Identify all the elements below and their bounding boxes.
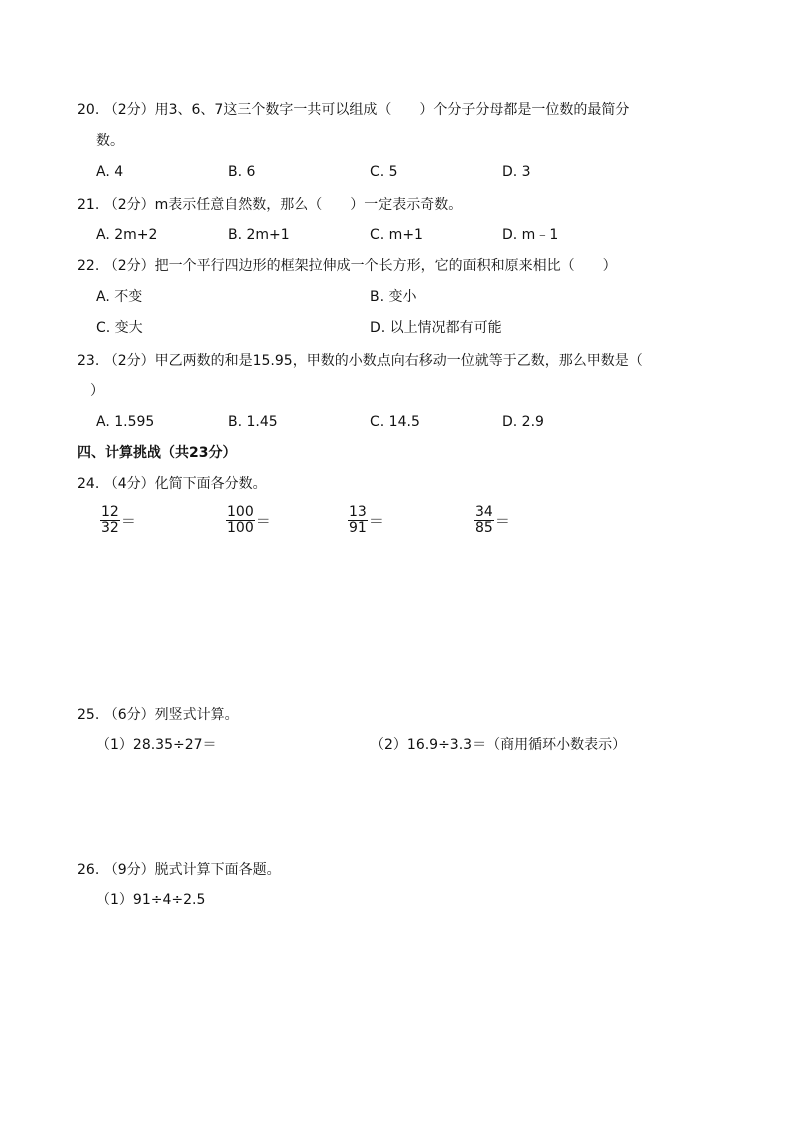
question-23-option-d: D. 2.9 bbox=[502, 414, 544, 430]
fraction-3-equals: ＝ bbox=[368, 512, 384, 530]
question-25-item-2: （2）16.9÷3.3＝（商用循环小数表示） bbox=[370, 737, 627, 753]
question-21-option-c: C. m+1 bbox=[370, 227, 423, 243]
question-23-option-b: B. 1.45 bbox=[228, 414, 278, 430]
question-21-option-a: A. 2m+2 bbox=[96, 227, 158, 243]
question-20-option-d: D. 3 bbox=[502, 164, 531, 180]
question-22-option-b: B. 变小 bbox=[370, 289, 417, 305]
fraction-1-numerator: 12 bbox=[101, 504, 119, 520]
fraction-2-numerator: 100 bbox=[227, 504, 254, 520]
question-22-option-c: C. 变大 bbox=[96, 320, 143, 336]
section-4-heading: 四、计算挑战（共23分） bbox=[77, 445, 237, 461]
fraction-3-numerator: 13 bbox=[349, 504, 367, 520]
question-20-text-cont: 数。 bbox=[96, 133, 124, 149]
question-22-text: 22. （2分）把一个平行四边形的框架拉伸成一个长方形，它的面积和原来相比（ ） bbox=[77, 258, 617, 274]
fraction-4-numerator: 34 bbox=[475, 504, 493, 520]
fraction-1-equals: ＝ bbox=[120, 512, 136, 530]
fraction-4 bbox=[474, 505, 510, 536]
fraction-3-denominator: 91 bbox=[349, 520, 367, 536]
fraction-1-denominator: 32 bbox=[101, 520, 119, 536]
fraction-4-denominator: 85 bbox=[475, 520, 493, 536]
question-23-text-cont: ） bbox=[90, 383, 104, 399]
question-22-option-a: A. 不变 bbox=[96, 289, 143, 305]
fraction-1 bbox=[100, 505, 136, 536]
question-20-text: 20. （2分）用3、6、7这三个数字一共可以组成（ ）个分子分母都是一位数的最简分 bbox=[77, 102, 630, 118]
question-25-item-1: （1）28.35÷27＝ bbox=[96, 737, 217, 753]
fraction-2 bbox=[226, 505, 271, 536]
question-21-text: 21. （2分）m表示任意自然数，那么（ ）一定表示奇数。 bbox=[77, 197, 463, 213]
question-26-text: 26. （9分）脱式计算下面各题。 bbox=[77, 862, 281, 878]
question-20-option-a: A. 4 bbox=[96, 164, 124, 180]
fraction-4-equals: ＝ bbox=[494, 512, 510, 530]
question-26-item-1: （1）91÷4÷2.5 bbox=[96, 892, 206, 908]
question-22-option-d: D. 以上情况都有可能 bbox=[370, 320, 502, 336]
question-20-option-b: B. 6 bbox=[228, 164, 256, 180]
question-21-option-d: D. m﹣1 bbox=[502, 227, 559, 243]
question-25-text: 25. （6分）列竖式计算。 bbox=[77, 707, 239, 723]
fraction-3 bbox=[348, 505, 384, 536]
question-23-option-a: A. 1.595 bbox=[96, 414, 155, 430]
question-24-text: 24. （4分）化简下面各分数。 bbox=[77, 476, 267, 492]
question-20-option-c: C. 5 bbox=[370, 164, 398, 180]
fraction-2-equals: ＝ bbox=[255, 512, 271, 530]
question-23-option-c: C. 14.5 bbox=[370, 414, 420, 430]
question-21-option-b: B. 2m+1 bbox=[228, 227, 290, 243]
question-23-text: 23. （2分）甲乙两数的和是15.95，甲数的小数点向右移动一位就等于乙数，那么甲数是（ bbox=[77, 353, 643, 369]
fraction-2-denominator: 100 bbox=[227, 520, 254, 536]
